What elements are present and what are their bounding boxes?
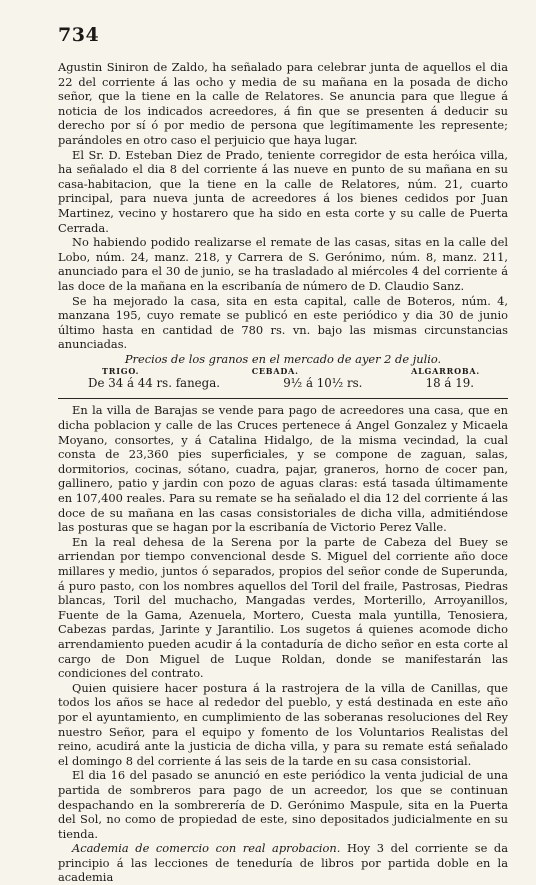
grain-price-values: [58, 376, 508, 391]
paragraph-corregidor-notice: El Sr. D. Esteban Diez de Prado, teniente corregidor de esta heróica villa, ha señalado el dia 8 del corriente á las nueve en punto de su mañana en su casa-habitacion, que la tiene en la calle de Relatores, núm. 21, cuarto principal, para nueva junta de acreedores á los bienes cedidos por Juan Martinez, vecino y hostarero que ha sido en esta corte y su calle de Puerta Cerrada.: [58, 147, 508, 235]
page-number: 734: [58, 24, 100, 46]
grain-price-trigo: De 34 á 44 rs. fanega.: [88, 376, 221, 391]
grain-header-algarroba: ALGARROBA.: [411, 366, 480, 377]
paragraph-hats-sale: El dia 16 del pasado se anunció en este periódico la venta judicial de una partida de sombreros para pago de un acreedor, los que se continuan despachando en la sombrerería de D. Gerónimo Maspule, sita en la Puerta del Sol, no como de propiedad de este, sino depositados judicialmente en su tienda.: [58, 768, 508, 841]
paragraph-creditors-meeting: Agustin Siniron de Zaldo, ha señalado para celebrar junta de aquellos el dia 22 del corriente á las ocho y media de su mañana en la posada de dicho señor, que la tiene en la calle de Relatores. Se anuncia para que llegue á noticia de los indicados acreedores, á fin que se presenten á deducir su derecho por sí ó por medio de persona que legítimamente les represente; parándoles en otro caso el perjuicio que haya lugar.: [58, 60, 508, 147]
grain-price-algarroba: 18 á 19.: [425, 376, 474, 391]
paragraph-barajas-house: En la villa de Barajas se vende para pago de acreedores una casa, que en dicha poblacion y calle de las Cruces pertenece á Angel Gonzalez y Micaela Moyano, consortes, y á Catalina Hidalgo, de la misma vecindad, la cual consta de 23,360 pies superficiales, y se compone de zaguan, salas, dormitorios, cocinas, sótano, cuadra, pajar, graneros, horno de cocer pan, gallinero, patio y jardin con pozo de aguas claras: está tasada últimamente en 107,400 reales. Para su remate se ha señalado el dia 12 del corriente á las doce de su mañana en las casas consistoriales de dicha villa, admitiéndose las posturas que se hagan por la escribanía de Victorio Perez Valle.: [58, 403, 508, 535]
grain-header-trigo: TRIGO.: [102, 366, 140, 377]
paragraph-houses-auction: No habiendo podido realizarse el remate de las casas, sitas en la calle del Lobo, núm. 24, manz. 218, y Carrera de S. Gerónimo, núm. 8, manz. 211, anunciado para el 30 de junio, se ha trasladado al miércoles 4 del corriente á las doce de la mañana en la escribanía de número de D. Claudio Sanz.: [58, 235, 508, 293]
grain-prices-heading: Precios de los granos en el mercado de ayer 2 de julio.: [124, 351, 442, 366]
grain-price-cebada: 9½ á 10½ rs.: [283, 376, 363, 391]
academy-text: Hoy 3 del corriente se da principio á las lecciones de teneduría de libros por partida doble en la academia: [58, 841, 508, 885]
paragraph-serena-dehesa: En la real dehesa de la Serena por la parte de Cabeza del Buey se arriendan por tiempo convencional desde S. Miguel del corriente año doce millares y medio, juntos ó separados, propios del señor conde de Superunda, á puro pasto, con los nombres aquellos del Toril del fraile, Pastrosas, Piedras blancas, Toril del muchacho, Mangadas verdes, Morterillo, Arroyanillos, Fuente de la Gama, Azenuela, Mortero, Cuesta mala yuntilla, Tenosiera, Cabezas pardas, Jarinte y Jarantilio. Los sugetos á quienes acomode dicho arrendamiento pueden acudir á la contaduría de dicho señor en esta corte al cargo de Don Miguel de Luque Roldan, donde se manifestarán las condiciones del contrato.: [58, 534, 508, 681]
paragraph-boteros-house: Se ha mejorado la casa, sita en esta capital, calle de Boteros, núm. 4, manzana 195, cuyo remate se publicó en este periódico y dia 30 de junio último hasta en cantidad de 780 rs. vn. bajo las mismas circunstancias anunciadas.: [58, 293, 508, 352]
paragraph-canillas-rastrojera: Quien quisiere hacer postura á la rastrojera de la villa de Canillas, que todos los años se hace al rededor del pueblo, y está destinada en este año por el ayuntamiento, en cumplimiento de las soberanas resoluciones del Rey nuestro Señor, para el equipo y fomento de los Voluntarios Realistas del reino, acudirá ante la justicia de dicha villa, y para su remate está señalado el domingo 8 del corriente á las seis de la tarde en su casa consistorial.: [58, 680, 508, 768]
academy-title: Academia de comercio con real aprobacion.: [72, 841, 341, 856]
grain-column-headers: [58, 366, 508, 376]
section-divider: [58, 398, 508, 399]
paragraph-commerce-academy: [58, 841, 508, 885]
body-text: [58, 60, 508, 885]
grain-header-cebada: CEBADA.: [251, 366, 299, 377]
